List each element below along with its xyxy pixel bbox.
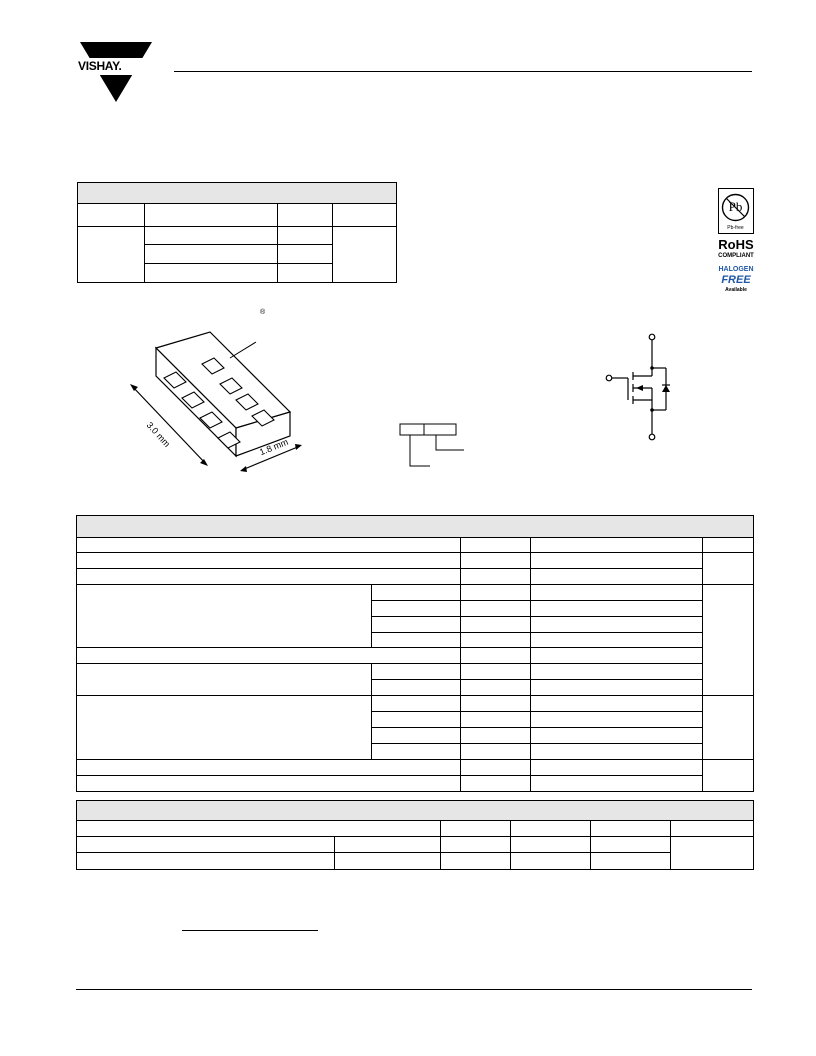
marking-code-diagram [396, 420, 468, 472]
summary-cell [333, 227, 397, 283]
summary-cell [278, 245, 333, 264]
brand-name: VISHAY. [78, 59, 122, 73]
dimension-length-label: 3.0 mm [144, 420, 173, 449]
rohs-subtitle: COMPLIANT [718, 253, 754, 259]
summary-cell [278, 227, 333, 245]
footer-rule [76, 989, 752, 990]
summary-col-3 [278, 204, 333, 227]
halogen-line3: Available [725, 287, 747, 293]
pb-free-badge [718, 188, 754, 234]
pb-symbol: Pb [728, 199, 743, 214]
summary-cell [78, 227, 145, 283]
package-illustration [118, 318, 318, 488]
mosfet-symbol-icon [600, 328, 680, 444]
header-rule [174, 71, 752, 72]
summary-cell [144, 227, 278, 245]
absolute-max-ratings-table [76, 515, 754, 793]
pb-free-text: Pb-free [727, 225, 744, 231]
vishay-logo [76, 40, 156, 104]
thermal-resistance-table [76, 800, 754, 872]
summary-cell [144, 245, 278, 264]
notes-underline [182, 930, 318, 931]
halogen-line1: HALOGEN [718, 266, 754, 273]
halogen-line2: FREE [721, 274, 751, 286]
summary-col-4 [333, 204, 397, 227]
product-summary-title [78, 183, 397, 204]
summary-col-2 [144, 204, 278, 227]
product-summary-table [77, 182, 397, 283]
registered-mark: ® [260, 309, 266, 316]
dimension-width-label: 1.8 mm [258, 436, 290, 458]
summary-col-1 [78, 204, 145, 227]
summary-cell [278, 264, 333, 283]
rohs-title: RoHS [718, 237, 754, 252]
summary-cell [144, 264, 278, 283]
